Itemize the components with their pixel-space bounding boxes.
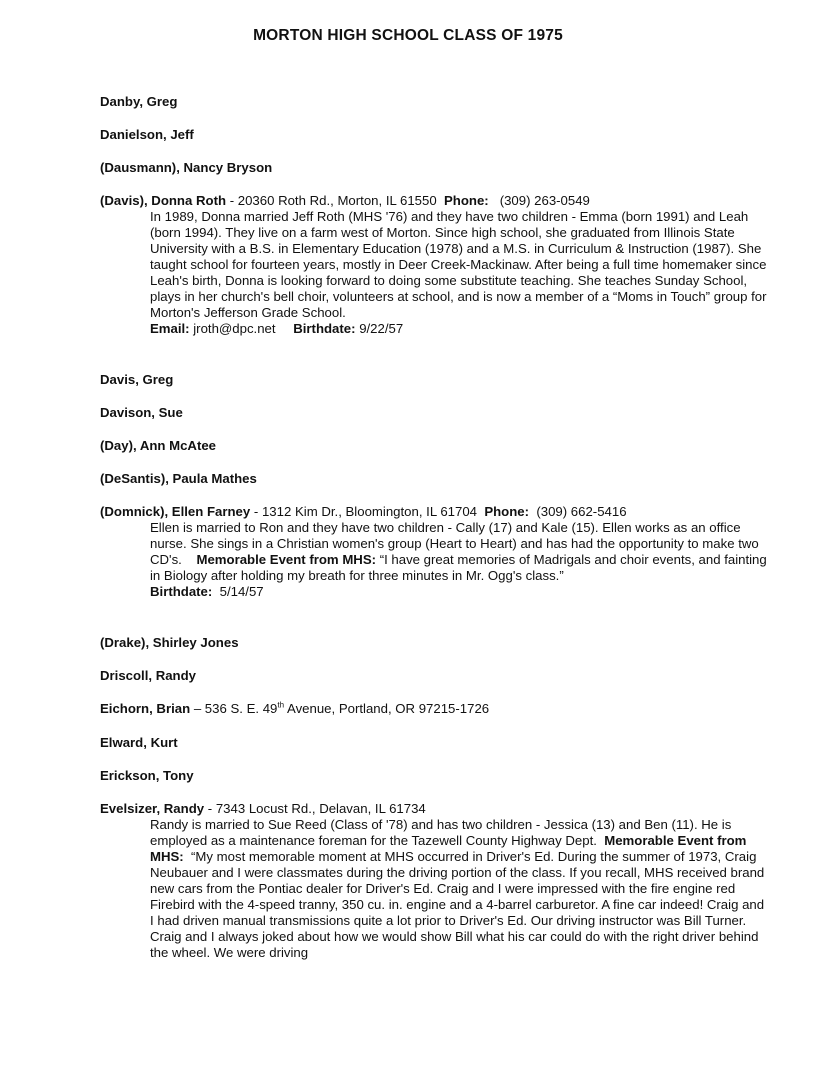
entry-day (100, 438, 770, 454)
bio-text: In 1989, Donna married Jeff Roth (MHS '76) and they have two children - Emma (born 1991) and Leah (born 1994). They live on a farm west of Morton. Since high school, she graduated from Illinois State University with a B.S. in Elementary Education (1978) and a M.S. in Curriculum & Instruction (1987). She taught school for fourteen years, mostly in Deer Creek-Mackinaw. After being a full time homemaker since Leah's birth, Donna is looking forward to doing some substitute teaching. She teaches Sunday School, plays in her church's bell choir, volunteers at school, and is now a member of a “Moms in Touch” group for Morton's Jefferson Grade School. (150, 209, 767, 320)
entry-name: Danby, Greg (100, 94, 178, 109)
entry-erickson (100, 768, 770, 784)
entry-driscoll (100, 668, 770, 684)
entry-address: - 1312 Kim Dr., Bloomington, IL 61704 (253, 504, 477, 519)
entry-phone: (309) 662-5416 (536, 504, 627, 519)
entry-meta (150, 584, 770, 600)
entry-name: Elward, Kurt (100, 735, 178, 750)
entry-eichorn (100, 701, 770, 717)
entry-evelsizer (100, 801, 770, 961)
entry-name: Driscoll, Randy (100, 668, 197, 683)
entry-name: Danielson, Jeff (100, 127, 194, 142)
entry-domnick (100, 504, 770, 600)
entry-name: Erickson, Tony (100, 768, 194, 783)
memorable-label: Memorable Event from MHS: (150, 833, 747, 864)
entry-bio (100, 817, 770, 961)
entry-header (100, 504, 770, 520)
entry-name: (DeSantis), Paula Mathes (100, 471, 257, 486)
memorable-label: Memorable Event from MHS: (196, 552, 377, 567)
entry-desantis (100, 471, 770, 487)
entry-bio (100, 520, 770, 600)
entry-davis-donna (100, 193, 770, 337)
entry-elward (100, 735, 770, 751)
entry-name: (Dausmann), Nancy Bryson (100, 160, 273, 175)
entry-header (100, 801, 770, 817)
entry-name: Davison, Sue (100, 405, 183, 420)
birthdate-label: Birthdate: (150, 584, 213, 599)
memorable-text: “My most memorable moment at MHS occurred in Driver's Ed. During the summer of 1973, Craig Neubauer and I were classmates during the driving portion of the class. If you recall, MHS received brand new cars from the Pontiac dealer for Driver's Ed. Craig and I were impressed with the fire engine red Firebird with the 4-speed tranny, 350 cu. in. engine and a 4-barrel carburetor. A fine car indeed! Craig and I had driven manual transmissions quite a lot prior to Driver's Ed. Our driving instructor was Bill Turner. Craig and I always joked about how we would show Bill what his car could do with the right driver behind the wheel. We were driving (150, 849, 765, 960)
phone-label: Phone: (484, 504, 530, 519)
entry-name: Evelsizer, Randy (100, 801, 205, 816)
entry-davison (100, 405, 770, 421)
bio-text: Ellen is married to Ron and they have two children - Cally (17) and Kale (15). Ellen works as an office nurse. She sings in a Christian women's group (Heart to Heart) and has had the opportunity to make two CD's. Memorable Event from MHS: “I have great memories of Madrigals and choir events, and fainting in Biology after holding my breath for three minutes in Mr. Ogg's class.” (150, 520, 767, 583)
entry-name: Davis, Greg (100, 372, 174, 387)
entry-email: jroth@dpc.net (193, 321, 276, 336)
entry-birthdate: 5/14/57 (219, 584, 264, 599)
entry-name: (Drake), Shirley Jones (100, 635, 239, 650)
entry-name: (Day), Ann McAtee (100, 438, 217, 453)
email-label: Email: (150, 321, 190, 336)
phone-label: Phone: (444, 193, 489, 208)
entry-phone: (309) 263-0549 (499, 193, 590, 208)
entry-bio (100, 209, 770, 321)
entry-birthdate: 9/22/57 (359, 321, 404, 336)
entry-davis-greg (100, 372, 770, 388)
entry-header (100, 193, 770, 209)
entry-drake (100, 635, 770, 651)
entry-address: - 7343 Locust Rd., Delavan, IL 61734 (207, 801, 426, 816)
entry-danielson (100, 127, 770, 143)
entry-address: – 536 S. E. 49th Avenue, Portland, OR 97215-1726 (193, 700, 490, 716)
entry-name: (Davis), Donna Roth (100, 193, 227, 208)
birthdate-label: Birthdate: (293, 321, 356, 336)
entry-meta (100, 321, 770, 337)
entry-name: Eichorn, Brian (100, 701, 191, 716)
entry-name: (Domnick), Ellen Farney (100, 504, 251, 519)
document-title: MORTON HIGH SCHOOL CLASS OF 1975 (253, 27, 563, 44)
entry-address: - 20360 Roth Rd., Morton, IL 61550 (229, 193, 437, 208)
memorable-text: “I have great memories of Madrigals and choir events, and fainting in Biology after holding my breath for three minutes in Mr. Ogg's class.” (150, 552, 767, 583)
entry-dausmann (100, 160, 770, 176)
entry-danby (100, 94, 770, 110)
bio-text: Randy is married to Sue Reed (Class of '78) and has two children - Jessica (13) and Ben (11). He is employed as a maintenance foreman for the Tazewell County Highway Dept. Memorable Event from MHS: “My most memorable moment at MHS occurred in Driver's Ed. During the summer of 1973, Craig Neubauer and I were classmates during the driving portion of the class. If you recall, MHS received brand new cars from the Pontiac dealer for Driver's Ed. Craig and I were impressed with the fire engine red Firebird with the 4-speed tranny, 350 cu. in. engine and a 4-barrel carburetor. A fine car indeed! Craig and I had driven manual transmissions quite a lot prior to Driver's Ed. Our driving instructor was Bill Turner. Craig and I always joked about how we would show Bill what his car could do with the right driver behind the wheel. We were driving (150, 817, 765, 960)
